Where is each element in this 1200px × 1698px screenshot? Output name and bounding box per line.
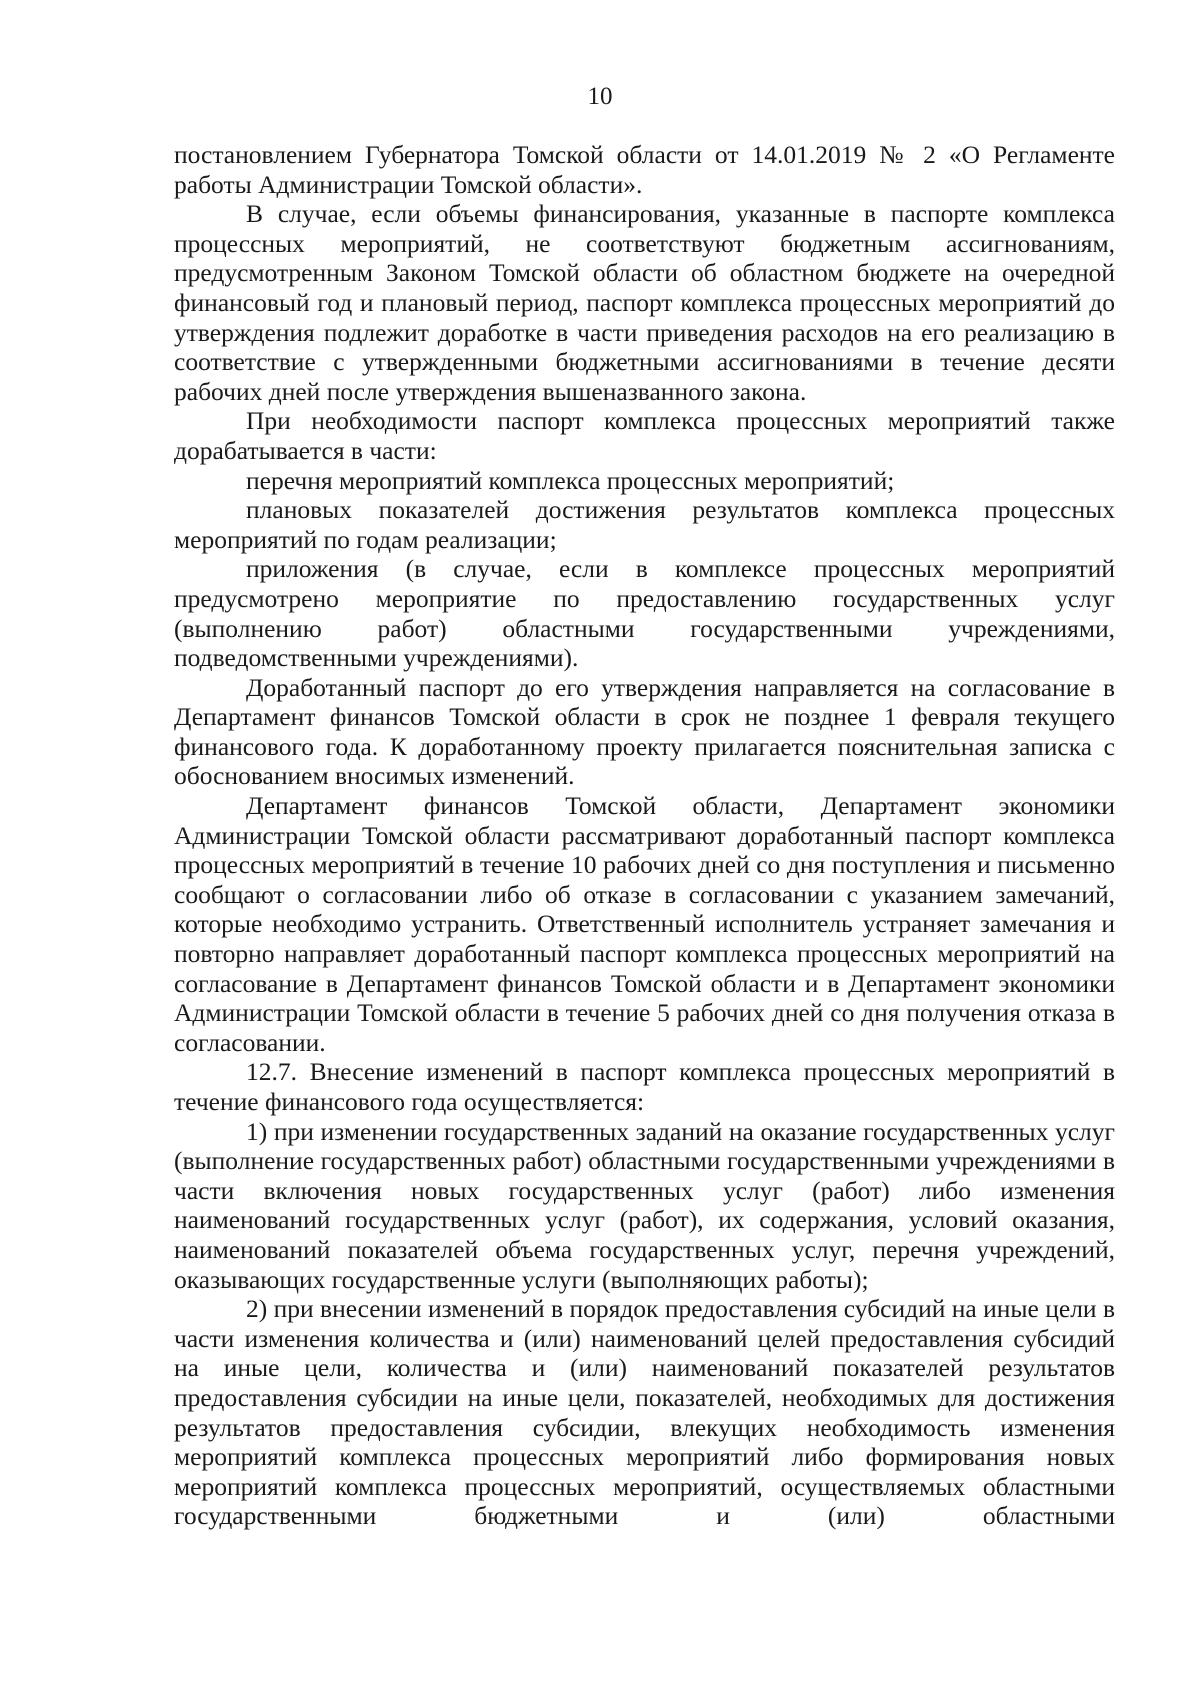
page-number: 10 [587, 83, 613, 110]
clause-item-2: 2) при внесении изменений в порядок предоставления субсидий на иные цели в части изменения количества и (или) наименований целей предоставления субсидий на иные цели, количества и (или) наименований показателей результатов предоставления субсидии на иные цели, показателей, необходимых для достижения результатов предоставления субсидии, влекущих необходимость изменения мероприятий комплекса процессных мероприятий либо формирования новых мероприятий комплекса процессных мероприятий, осуществляемых областными государственными бюджетными и (или) областными [174, 1294, 1115, 1531]
paragraph-funding-mismatch: В случае, если объемы финансирования, указанные в паспорте комплекса процессных мероприятий, не соответствуют бюджетным ассигнованиям, предусмотренным Законом Томской области об областном бюджете на очередной финансовый год и плановый период, паспорт комплекса процессных мероприятий до утверждения подлежит доработке в части приведения расходов на его реализацию в соответствие с утвержденными бюджетными ассигнованиями в течение десяти рабочих дней после утверждения вышеназванного закона. [174, 199, 1115, 406]
paragraph-continuation: постановлением Губернатора Томской области от 14.01.2019 № 2 «О Регламенте работы Администрации Томской области». [174, 140, 1115, 199]
clause-item-1: 1) при изменении государственных заданий на оказание государственных услуг (выполнение государственных работ) областными государственными учреждениями в части включения новых государственных услуг (работ) либо изменения наименований государственных услуг (работ), их содержания, условий оказания, наименований показателей объема государственных услуг, перечня учреждений, оказывающих государственные услуги (выполняющих работы); [174, 1116, 1115, 1294]
list-item-activities: перечня мероприятий комплекса процессных мероприятий; [246, 465, 895, 495]
list-item-annex: приложения (в случае, если в комплексе процессных мероприятий предусмотрено мероприятие по предоставлению государственных услуг (выполнению работ) областными государственными учреждениями, подведомственными учреждениями). [174, 554, 1115, 673]
paragraph-approval-submission: Доработанный паспорт до его утверждения направляется на согласование в Департамент финансов Томской области в срок не позднее 1 февраля текущего финансового года. К доработанному проекту прилагается пояснительная записка с обоснованием вносимых изменений. [174, 672, 1115, 791]
clause-12-7: 12.7. Внесение изменений в паспорт комплекса процессных мероприятий в течение финансового года осуществляется: [174, 1057, 1115, 1116]
document-body [174, 140, 1115, 1531]
paragraph-refinement-intro: При необходимости паспорт комплекса процессных мероприятий также дорабатывается в части: [174, 406, 1115, 465]
list-item-indicators: плановых показателей достижения результатов комплекса процессных мероприятий по годам реализации; [174, 495, 1115, 554]
paragraph-review-process: Департамент финансов Томской области, Департамент экономики Администрации Томской области рассматривают доработанный паспорт комплекса процессных мероприятий в течение 10 рабочих дней со дня поступления и письменно сообщают о согласовании либо об отказе в согласовании с указанием замечаний, которые необходимо устранить. Ответственный исполнитель устраняет замечания и повторно направляет доработанный паспорт комплекса процессных мероприятий на согласование в Департамент финансов Томской области и в Департамент экономики Администрации Томской области в течение 5 рабочих дней со дня получения отказа в согласовании. [174, 791, 1115, 1057]
